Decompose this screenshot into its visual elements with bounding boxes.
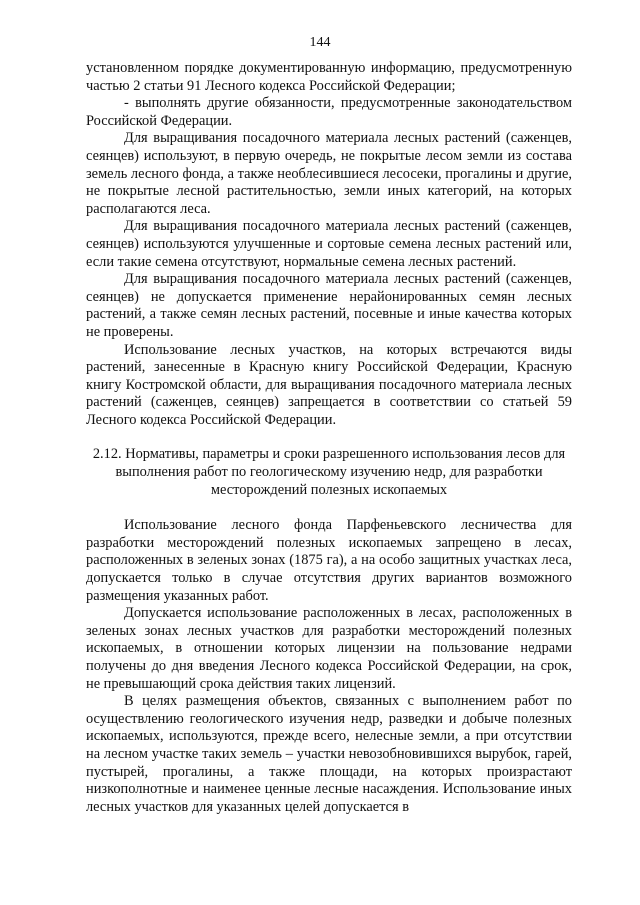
paragraph-planting-lands: Для выращивания посадочного материала лесных растений (саженцев, сеянцев) используют, в первую очередь, не покрытые лесом земли из состава земель лесного фонда, а также необлесившиеся лесосеки, прогалины и другие, не покрытые лесной растительностью, земли иных категорий, на которых располагаются леса. xyxy=(86,130,572,217)
document-body xyxy=(86,60,572,816)
paragraph-red-book: Использование лесных участков, на которых встречаются виды растений, занесенные в Красную книгу Российской Федерации, Красную книгу Костромской области, для выращивания посадочного материала лесных растений (саженцев, сеянцев) запрещается в соответствии со статьей 59 Лесного кодекса Российской Федерации. xyxy=(86,341,572,428)
paragraph-licenses: Допускается использование расположенных в лесах, расположенных в зеленых зонах лесных участков для разработки месторождений полезных ископаемых, в отношении которых лицензии на пользование недрами получены до дня введения Лесного кодекса Российской Федерации, на срок, не превышающий срока действия таких лицензий. xyxy=(86,605,572,692)
paragraph-improved-seeds: Для выращивания посадочного материала лесных растений (саженцев, сеянцев) используются улучшенные и сортовые семена лесных растений или, если такие семена отсутствуют, нормальные семена лесных растений. xyxy=(86,218,572,270)
paragraph-unzoned-seeds: Для выращивания посадочного материала лесных растений (саженцев, сеянцев) не допускается применение нерайонированных семян лесных растений, а также семян лесных растений, посевные и иные качества которых не проверены. xyxy=(86,271,572,340)
page-number: 144 xyxy=(309,35,331,50)
paragraph-continuation: установленном порядке документированную информацию, предусмотренную частью 2 статьи 91 Лесного кодекса Российской Федерации; xyxy=(86,60,572,94)
paragraph-placement-objects: В целях размещения объектов, связанных с выполнением работ по осуществлению геологического изучения недр, разведки и добыче полезных ископаемых, используются, прежде всего, нелесные земли, а при отсутствии на лесном участке таких земель – участки невозобновившихся вырубок, гарей, пустырей, прогалины, а также площади, на которых произрастают низкополнотные и наименее ценные лесные насаждения. Использование иных лесных участков для указанных целей допускается в xyxy=(86,693,572,815)
spacer xyxy=(86,429,572,446)
section-heading: 2.12. Нормативы, параметры и сроки разрешенного использования лесов для выполнения работ по геологическому изучению недр, для разработки месторождений полезных ископаемых xyxy=(92,446,566,498)
paragraph-mining-prohibited: Использование лесного фонда Парфеньевского лесничества для разработки месторождений полезных ископаемых запрещено в лесах, расположенных в зеленых зонах (1875 га), а на особо защитных участках леса, допускается только в случае отсутствия других вариантов возможного размещения указанных работ. xyxy=(86,517,572,604)
spacer xyxy=(86,499,572,517)
paragraph-duties-item: - выполнять другие обязанности, предусмотренные законодательством Российской Федерации. xyxy=(86,95,572,129)
